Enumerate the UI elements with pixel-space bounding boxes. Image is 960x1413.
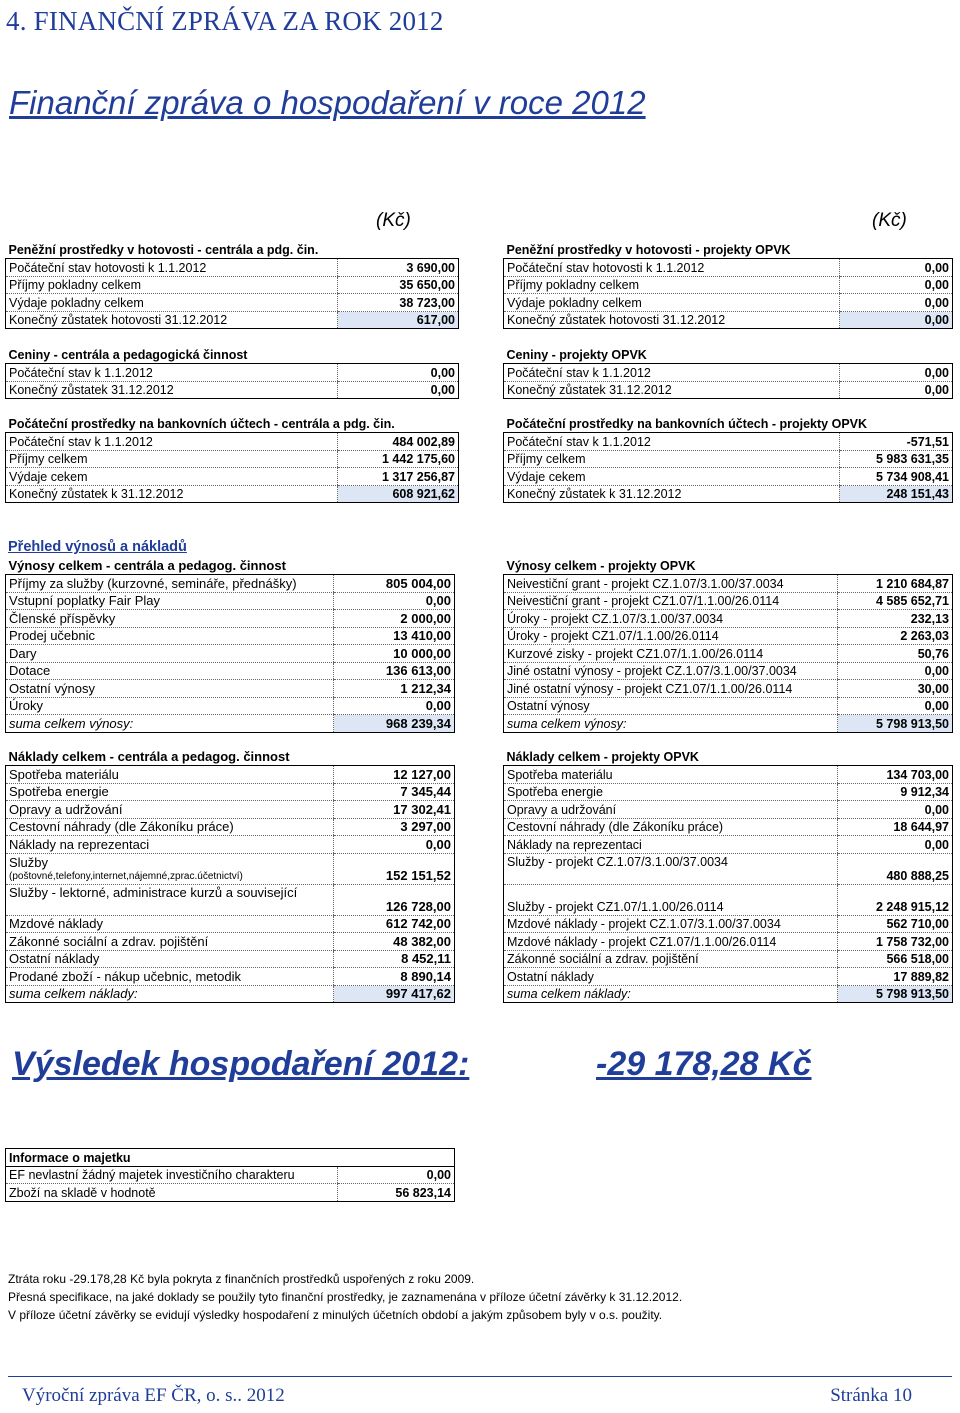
- row-value: 8 890,14: [334, 968, 455, 986]
- row-label: Jiné ostatní výnosy - projekt CZ1.07/1.1.00/26.0114: [504, 680, 838, 698]
- row-value: 17 302,41: [334, 801, 455, 819]
- lektor-label: Služby - projekt CZ1.07/1.1.00/26.0114: [504, 884, 838, 915]
- row-value: 0,00: [840, 311, 953, 329]
- row-value: 3 297,00: [334, 818, 455, 836]
- row-label: Počáteční stav hotovosti k 1.1.2012: [504, 259, 840, 277]
- footer-left: Výroční zpráva EF ČR, o. s.. 2012: [22, 1385, 285, 1406]
- row-value: 0,00: [838, 697, 953, 715]
- sluzby-value: 480 888,25: [838, 853, 953, 884]
- row-label: Náklady na reprezentaci: [504, 836, 838, 854]
- row-label: Prodej učebnic: [6, 627, 334, 645]
- row-label: Výdaje cekem: [504, 468, 840, 486]
- total-value: 968 239,34: [334, 715, 455, 733]
- sluzby-sub: (poštovné,telefony,internet,nájemné,zprac.účetnictví): [9, 870, 243, 882]
- row-value: 8 452,11: [334, 950, 455, 968]
- row-label: Ostatní výnosy: [6, 680, 334, 698]
- overview-title: [8, 539, 187, 555]
- row-value: 0,00: [838, 662, 953, 680]
- note-line: Ztráta roku -29.178,28 Kč byla pokryta z finančních prostředků uspořených z roku 2009.: [8, 1272, 475, 1286]
- row-label: Konečný zůstatek k 31.12.2012: [504, 485, 840, 503]
- row-label: Zboží na skladě v hodnotě: [6, 1184, 338, 1202]
- table-title: Náklady celkem - centrála a pedagog. činnost: [6, 748, 455, 766]
- row-value: 562 710,00: [838, 915, 953, 933]
- table-title: Výnosy celkem - centrála a pedagog. činnost: [6, 557, 455, 575]
- bank-centrala-table: [5, 415, 459, 503]
- row-value: 38 723,00: [338, 294, 459, 312]
- lektor-label: Služby - lektorné, administrace kurzů a související: [6, 884, 334, 915]
- row-label: Ostatní výnosy: [504, 697, 838, 715]
- row-value: 0,00: [334, 592, 455, 610]
- ceniny-opvk-table: [503, 346, 953, 399]
- row-label: Dary: [6, 645, 334, 663]
- row-label: Příjmy celkem: [6, 450, 338, 468]
- sluzby-label: Služby: [9, 854, 49, 870]
- total-value: 5 798 913,50: [838, 985, 953, 1003]
- row-value: 56 823,14: [338, 1184, 455, 1202]
- row-label: Opravy a udržování: [504, 801, 838, 819]
- result-label: Výsledek hospodaření 2012:: [12, 1045, 470, 1083]
- revenue-opvk-table: [503, 557, 953, 733]
- table-title: Počáteční prostředky na bankovních účtech - centrála a pdg. čin.: [6, 415, 459, 433]
- total-label: suma celkem náklady:: [504, 985, 838, 1003]
- row-value: 0,00: [338, 1166, 455, 1184]
- row-label: Výdaje pokladny celkem: [6, 294, 338, 312]
- row-value: 1 758 732,00: [838, 933, 953, 951]
- row-label: Členské příspěvky: [6, 610, 334, 628]
- row-label: Úroky - projekt CZ1.07/1.1.00/26.0114: [504, 627, 838, 645]
- row-label: Výdaje pokladny celkem: [504, 294, 840, 312]
- lektor-value: 126 728,00: [334, 884, 455, 915]
- row-value: 617,00: [338, 311, 459, 329]
- row-value: 0,00: [840, 381, 953, 399]
- row-label: Ostatní náklady: [6, 950, 334, 968]
- row-value: 566 518,00: [838, 950, 953, 968]
- row-value: 3 690,00: [338, 259, 459, 277]
- cash-opvk-table: [503, 241, 953, 329]
- result-value: -29 178,28 Kč: [596, 1045, 812, 1083]
- row-label: Neivestiční grant - projekt CZ.1.07/3.1.00/37.0034: [504, 575, 838, 593]
- row-value: 13 410,00: [334, 627, 455, 645]
- currency-label-left: (Kč): [376, 210, 411, 231]
- row-label: Počáteční stav k 1.1.2012: [504, 364, 840, 382]
- row-label: Konečný zůstatek 31.12.2012: [6, 381, 338, 399]
- table-title: Ceniny - projekty OPVK: [504, 346, 953, 364]
- row-label: Počáteční stav k 1.1.2012: [6, 433, 338, 451]
- total-label: suma celkem výnosy:: [504, 715, 838, 733]
- row-value: 4 585 652,71: [838, 592, 953, 610]
- row-value: 248 151,43: [840, 485, 953, 503]
- row-label: Mzdové náklady - projekt CZ1.07/1.1.00/26.0114: [504, 933, 838, 951]
- row-value: 9 912,34: [838, 783, 953, 801]
- row-value: 18 644,97: [838, 818, 953, 836]
- row-value: 2 000,00: [334, 610, 455, 628]
- table-title: Počáteční prostředky na bankovních účtech - projekty OPVK: [504, 415, 953, 433]
- row-value: 608 921,62: [338, 485, 459, 503]
- costs-opvk-table: [503, 748, 953, 1003]
- table-title: Ceniny - centrála a pedagogická činnost: [6, 346, 459, 364]
- total-label: suma celkem výnosy:: [6, 715, 334, 733]
- row-value: 1 317 256,87: [338, 468, 459, 486]
- revenue-centrala-table: [5, 557, 455, 733]
- row-value: 7 345,44: [334, 783, 455, 801]
- row-value: 0,00: [840, 294, 953, 312]
- row-label: Konečný zůstatek hotovosti 31.12.2012: [6, 311, 338, 329]
- row-value: 35 650,00: [338, 276, 459, 294]
- sluzby-value: 152 151,52: [334, 853, 455, 884]
- row-label: Zákonné sociální a zdrav. pojištění: [6, 933, 334, 951]
- row-value: 0,00: [334, 836, 455, 854]
- row-value: 0,00: [338, 364, 459, 382]
- note-line: V příloze účetní závěrky se evidují výsledky hospodaření z minulých účetních období a jakým způsobem byly v o.s. použity.: [8, 1308, 663, 1322]
- row-label: Mzdové náklady - projekt CZ.1.07/3.1.00/37.0034: [504, 915, 838, 933]
- row-value: 1 210 684,87: [838, 575, 953, 593]
- row-label: Dotace: [6, 662, 334, 680]
- row-label: Zákonné sociální a zdrav. pojištění: [504, 950, 838, 968]
- row-value: 805 004,00: [334, 575, 455, 593]
- row-label: EF nevlastní žádný majetek investičního charakteru: [6, 1166, 338, 1184]
- row-value: 0,00: [334, 697, 455, 715]
- page-title: Finanční zpráva o hospodaření v roce 2012: [9, 84, 646, 121]
- total-value: 997 417,62: [334, 985, 455, 1003]
- row-value: 0,00: [840, 364, 953, 382]
- row-value: 12 127,00: [334, 766, 455, 784]
- row-value: 2 263,03: [838, 627, 953, 645]
- row-value: 0,00: [838, 836, 953, 854]
- cash-centrala-table: [5, 241, 459, 329]
- row-label: Náklady na reprezentaci: [6, 836, 334, 854]
- row-label: Kurzové zisky - projekt CZ1.07/1.1.00/26.0114: [504, 645, 838, 663]
- ceniny-centrala-table: [5, 346, 459, 399]
- row-label: Příjmy pokladny celkem: [6, 276, 338, 294]
- row-value: 30,00: [838, 680, 953, 698]
- row-label: Úroky: [6, 697, 334, 715]
- row-label: Úroky - projekt CZ.1.07/3.1.00/37.0034: [504, 610, 838, 628]
- table-title: Výnosy celkem - projekty OPVK: [504, 557, 953, 575]
- row-label: Spotřeba materiálu: [504, 766, 838, 784]
- row-label: Konečný zůstatek 31.12.2012: [504, 381, 840, 399]
- row-label: Spotřeba energie: [6, 783, 334, 801]
- lektor-value: 2 248 915,12: [838, 884, 953, 915]
- note-line: Přesná specifikace, na jaké doklady se použily tyto finanční prostředky, je zaznamenána v příloze účetní závěrky k 31.12.2012.: [8, 1290, 683, 1304]
- total-label: suma celkem náklady:: [6, 985, 334, 1003]
- row-value: 5 734 908,41: [840, 468, 953, 486]
- table-title: Náklady celkem - projekty OPVK: [504, 748, 953, 766]
- sluzby-label: Služby - projekt CZ.1.07/3.1.00/37.0034: [504, 853, 838, 884]
- footer-page-number: Stránka 10: [830, 1385, 912, 1406]
- row-label: Opravy a udržování: [6, 801, 334, 819]
- table-title: Informace o majetku: [6, 1149, 455, 1167]
- footer-divider: [8, 1376, 952, 1377]
- row-label: Jiné ostatní výnosy - projekt CZ.1.07/3.1.00/37.0034: [504, 662, 838, 680]
- row-value: 0,00: [840, 276, 953, 294]
- row-value: 17 889,82: [838, 968, 953, 986]
- row-value: 0,00: [838, 801, 953, 819]
- row-value: 612 742,00: [334, 915, 455, 933]
- row-label: Počáteční stav k 1.1.2012: [6, 364, 338, 382]
- row-value: 1 442 175,60: [338, 450, 459, 468]
- row-label: Výdaje cekem: [6, 468, 338, 486]
- row-label: Příjmy za služby (kurzovné, semináře, přednášky): [6, 575, 334, 593]
- row-value: 50,76: [838, 645, 953, 663]
- row-label: Příjmy celkem: [504, 450, 840, 468]
- row-label: Spotřeba materiálu: [6, 766, 334, 784]
- row-value: 5 983 631,35: [840, 450, 953, 468]
- row-label: Ostatní náklady: [504, 968, 838, 986]
- row-value: 0,00: [338, 381, 459, 399]
- chapter-heading: 4. FINANČNÍ ZPRÁVA ZA ROK 2012: [6, 6, 444, 36]
- table-title: Peněžní prostředky v hotovosti - projekty OPVK: [504, 241, 953, 259]
- row-label: Mzdové náklady: [6, 915, 334, 933]
- row-label: Počáteční stav hotovosti k 1.1.2012: [6, 259, 338, 277]
- row-label: Konečný zůstatek k 31.12.2012: [6, 485, 338, 503]
- row-label: Neivestiční grant - projekt CZ1.07/1.1.00/26.0114: [504, 592, 838, 610]
- currency-label-right: (Kč): [872, 210, 907, 231]
- row-label: Příjmy pokladny celkem: [504, 276, 840, 294]
- row-value: 136 613,00: [334, 662, 455, 680]
- row-label: Počáteční stav k 1.1.2012: [504, 433, 840, 451]
- costs-centrala-table: [5, 748, 455, 1003]
- property-table: [5, 1148, 455, 1202]
- row-label: Spotřeba energie: [504, 783, 838, 801]
- row-value: 0,00: [840, 259, 953, 277]
- row-label: Cestovní náhrady (dle Zákoníku práce): [504, 818, 838, 836]
- row-value: 48 382,00: [334, 933, 455, 951]
- row-value: 1 212,34: [334, 680, 455, 698]
- row-label: Konečný zůstatek hotovosti 31.12.2012: [504, 311, 840, 329]
- table-title: Peněžní prostředky v hotovosti - centrála a pdg. čin.: [6, 241, 459, 259]
- overview-title-text: Přehled výnosů a nákladů: [8, 539, 187, 555]
- total-value: 5 798 913,50: [838, 715, 953, 733]
- bank-opvk-table: [503, 415, 953, 503]
- row-value: 484 002,89: [338, 433, 459, 451]
- row-value: 232,13: [838, 610, 953, 628]
- row-value: 10 000,00: [334, 645, 455, 663]
- row-value: -571,51: [840, 433, 953, 451]
- row-label: Vstupní poplatky Fair Play: [6, 592, 334, 610]
- sluzby-cell: [6, 853, 334, 884]
- row-value: 134 703,00: [838, 766, 953, 784]
- row-label: Cestovní náhrady (dle Zákoníku práce): [6, 818, 334, 836]
- row-label: Prodané zboží - nákup učebnic, metodik: [6, 968, 334, 986]
